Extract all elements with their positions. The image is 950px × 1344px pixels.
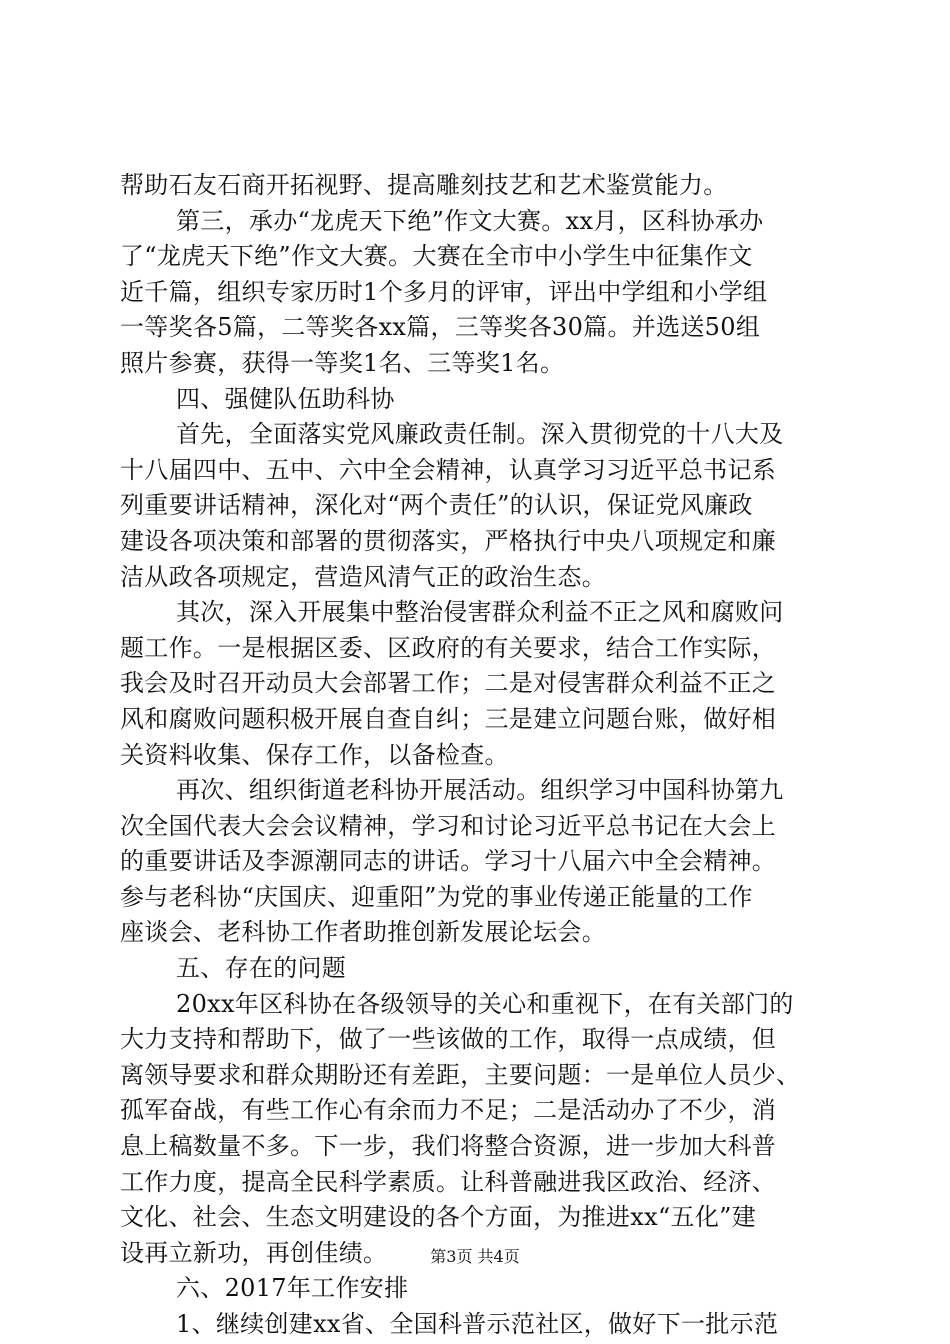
text-line: 关资料收集、保存工作，以备检查。 [120, 740, 509, 769]
text-line: 大力支持和帮助下，做了一些该做的工作，取得一点成绩，但 [120, 1025, 777, 1054]
text-line: 洁从政各项规定，营造风清气正的政治生态。 [120, 562, 606, 591]
text-line: 十八届四中、五中、六中全会精神，认真学习习近平总书记系 [120, 455, 777, 484]
text-line: 近千篇，组织专家历时1个多月的评审，评出中学组和小学组 [120, 277, 768, 306]
text-line: 首先，全面落实党风廉政责任制。深入贯彻党的十八大及 [176, 420, 784, 449]
text-line: 其次，深入开展集中整治侵害群众利益不正之风和腐败问 [176, 598, 784, 627]
page-footer: 第3页 共4页 [430, 1247, 520, 1266]
text-line: 照片参赛，获得一等奖1名、三等奖1名。 [120, 348, 565, 377]
text-line: 1、继续创建xx省、全国科普示范社区，做好下一批示范 [176, 1310, 779, 1338]
text-line: 息上稿数量不多。下一步，我们将整合资源，进一步加大科普 [120, 1132, 777, 1161]
text-line: 建设各项决策和部署的贯彻落实，严格执行中央八项规定和廉 [120, 526, 777, 555]
text-line: 一等奖各5篇，二等奖各xx篇，三等奖各30篇。并选送50组 [120, 313, 761, 342]
text-line: 第三，承办“龙虎天下绝”作文大赛。xx月，区科协承办 [176, 206, 764, 235]
text-line: 孤军奋战，有些工作心有余而力不足；二是活动办了不少，消 [120, 1096, 777, 1125]
text-line: 次全国代表大会会议精神，学习和讨论习近平总书记在大会上 [120, 811, 777, 840]
text-line: 题工作。一是根据区委、区政府的有关要求，结合工作实际， [120, 633, 777, 662]
text-line: 我会及时召开动员大会部署工作；二是对侵害群众利益不正之 [120, 669, 777, 698]
text-line: 文化、社会、生态文明建设的各个方面，为推进xx“五化”建 [120, 1203, 757, 1232]
text-line: 座谈会、老科协工作者助推创新发展论坛会。 [120, 918, 606, 947]
text-line: 了“龙虎天下绝”作文大赛。大赛在全市中小学生中征集作文 [120, 242, 753, 271]
text-line: 帮助石友石商开拓视野、提高雕刻技艺和艺术鉴赏能力。 [120, 171, 728, 199]
text-line: 的重要讲话及李源潮同志的讲话。学习十八届六中全会精神。 [120, 847, 777, 876]
text-line: 五、存在的问题 [176, 954, 347, 983]
text-line: 参与老科协“庆国庆、迎重阳”为党的事业传递正能量的工作 [120, 882, 753, 911]
text-line: 列重要讲话精神，深化对“两个责任”的认识，保证党风廉政 [120, 491, 753, 520]
text-line: 工作力度，提高全民科学素质。让科普融进我区政治、经济、 [120, 1167, 777, 1196]
text-line: 离领导要求和群众期盼还有差距，主要问题：一是单位人员少、 [120, 1060, 801, 1089]
document-body [120, 168, 840, 1343]
text-line: 六、2017年工作安排 [176, 1274, 409, 1303]
text-line: 20xx年区科协在各级领导的关心和重视下，在有关部门的 [176, 989, 794, 1018]
text-line: 风和腐败问题积极开展自查自纠；三是建立问题台账，做好相 [120, 704, 777, 733]
text-line: 设再立新功，再创佳绩。 [120, 1238, 388, 1267]
text-line: 再次、组织街道老科协开展活动。组织学习中国科协第九 [176, 776, 784, 805]
text-line: 四、强健队伍助科协 [176, 384, 395, 413]
